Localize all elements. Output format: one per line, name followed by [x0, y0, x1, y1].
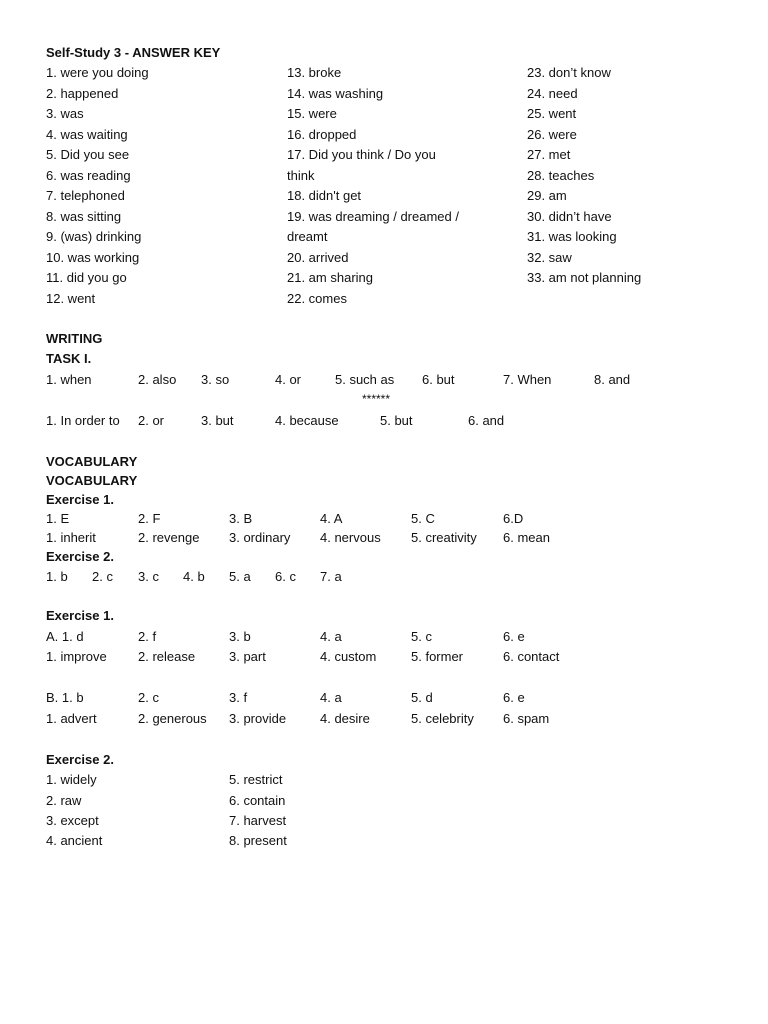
answer-item: 8. present: [229, 833, 287, 848]
answer-item: 5. C: [411, 511, 435, 526]
answer-item: 23. don’t know: [527, 65, 611, 80]
answer-item: 3. c: [138, 569, 159, 584]
answer-item: 1. inherit: [46, 530, 96, 545]
answer-item: 10. was working: [46, 250, 140, 265]
answer-item: 8. was sitting: [46, 209, 122, 224]
exercise-heading: Exercise 2.: [46, 549, 114, 564]
answer-item: 4. a: [320, 690, 342, 705]
answer-item: 6. spam: [503, 711, 550, 726]
answer-item: 30. didn’t have: [527, 209, 612, 224]
answer-item: 29. am: [527, 188, 567, 203]
answer-item: 2. raw: [46, 793, 82, 808]
answer-item: 15. were: [287, 106, 337, 121]
answer-item: 5. such as: [335, 372, 395, 387]
answer-item: 18. didn't get: [287, 188, 362, 203]
answer-item: 1. when: [46, 372, 92, 387]
separator-stars: ******: [362, 392, 391, 406]
answer-item: 5. creativity: [411, 530, 477, 545]
answer-item: 33. am not planning: [527, 270, 642, 285]
answer-item: 27. met: [527, 147, 571, 162]
answer-item: 3. provide: [229, 711, 287, 726]
answer-item: 5. a: [229, 569, 251, 584]
answer-item: 3. f: [229, 690, 248, 705]
answer-item: B. 1. b: [46, 690, 84, 705]
answer-item: 7. telephoned: [46, 188, 125, 203]
answer-item: 5. c: [411, 629, 432, 644]
exercise-heading: Exercise 1.: [46, 492, 114, 507]
exercise-heading: Exercise 1.: [46, 608, 114, 623]
answer-item: 1. advert: [46, 711, 97, 726]
answer-item: think: [287, 168, 315, 183]
answer-item: 11. did you go: [46, 270, 127, 285]
answer-item: 32. saw: [527, 250, 572, 265]
answer-item: 2. happened: [46, 86, 119, 101]
answer-item: 5. but: [380, 413, 413, 428]
answer-item: 14. was washing: [287, 86, 384, 101]
answer-item: 1. b: [46, 569, 68, 584]
answer-item: 1. E: [46, 511, 70, 526]
answer-item: 2. f: [138, 629, 157, 644]
answer-item: 7. harvest: [229, 813, 287, 828]
answer-item: 13. broke: [287, 65, 342, 80]
answer-item: 16. dropped: [287, 127, 357, 142]
answer-item: 25. went: [527, 106, 577, 121]
answer-item: 4. A: [320, 511, 343, 526]
answer-item: 1. improve: [46, 649, 107, 664]
answer-item: 2. c: [92, 569, 113, 584]
answer-item: 6. e: [503, 690, 525, 705]
answer-item: 21. am sharing: [287, 270, 373, 285]
answer-item: 6.D: [503, 511, 524, 526]
answer-item: 7. When: [503, 372, 552, 387]
answer-item: 12. went: [46, 291, 96, 306]
task-heading: TASK I.: [46, 351, 92, 366]
answer-item: 3. ordinary: [229, 530, 291, 545]
answer-item: 6. contain: [229, 793, 286, 808]
answer-item: 5. former: [411, 649, 464, 664]
answer-item: 4. nervous: [320, 530, 381, 545]
answer-item: 3. except: [46, 813, 99, 828]
answer-item: 20. arrived: [287, 250, 349, 265]
answer-item: 3. so: [201, 372, 230, 387]
answer-item: A. 1. d: [46, 629, 84, 644]
answer-item: 4. or: [275, 372, 302, 387]
answer-item: 28. teaches: [527, 168, 595, 183]
answer-item: 4. ancient: [46, 833, 103, 848]
answer-item: 3. B: [229, 511, 253, 526]
answer-item: 2. generous: [138, 711, 207, 726]
answer-item: 3. but: [201, 413, 234, 428]
answer-item: dreamt: [287, 229, 328, 244]
answer-item: 1. widely: [46, 772, 97, 787]
answer-item: 1. In order to: [46, 413, 120, 428]
answer-item: 4. b: [183, 569, 205, 584]
answer-item: 6. and: [468, 413, 505, 428]
answer-item: 4. a: [320, 629, 342, 644]
answer-item: 5. celebrity: [411, 711, 474, 726]
answer-item: 5. restrict: [229, 772, 283, 787]
answer-item: 4. was waiting: [46, 127, 128, 142]
answer-item: 2. or: [138, 413, 165, 428]
answer-item: 4. because: [275, 413, 339, 428]
answer-item: 17. Did you think / Do you: [287, 147, 436, 162]
answer-item: 6. mean: [503, 530, 550, 545]
answer-item: 26. were: [527, 127, 577, 142]
answer-item: 3. was: [46, 106, 84, 121]
page-title: Self-Study 3 - ANSWER KEY: [46, 45, 221, 60]
answer-item: 6. c: [275, 569, 296, 584]
answer-item: 7. a: [320, 569, 342, 584]
exercise-heading: Exercise 2.: [46, 752, 114, 767]
answer-item: 19. was dreaming / dreamed /: [287, 209, 459, 224]
answer-item: 6. contact: [503, 649, 560, 664]
answer-item: 6. was reading: [46, 168, 131, 183]
answer-item: 3. b: [229, 629, 251, 644]
answer-item: 6. e: [503, 629, 525, 644]
answer-item: 6. but: [422, 372, 455, 387]
answer-item: 1. were you doing: [46, 65, 149, 80]
answer-item: 4. custom: [320, 649, 377, 664]
answer-item: 9. (was) drinking: [46, 229, 142, 244]
answer-item: 31. was looking: [527, 229, 617, 244]
vocabulary-heading: VOCABULARY: [46, 454, 138, 469]
answer-item: 24. need: [527, 86, 578, 101]
answer-item: 2. F: [138, 511, 161, 526]
answer-item: 4. desire: [320, 711, 370, 726]
answer-item: 22. comes: [287, 291, 347, 306]
answer-item: 3. part: [229, 649, 266, 664]
answer-item: 5. d: [411, 690, 433, 705]
writing-heading: WRITING: [46, 331, 103, 346]
answer-item: 5. Did you see: [46, 147, 130, 162]
answer-item: 2. release: [138, 649, 196, 664]
answer-item: 8. and: [594, 372, 631, 387]
answer-item: 2. revenge: [138, 530, 200, 545]
answer-item: 2. c: [138, 690, 159, 705]
answer-item: 2. also: [138, 372, 177, 387]
vocabulary-heading: VOCABULARY: [46, 473, 138, 488]
